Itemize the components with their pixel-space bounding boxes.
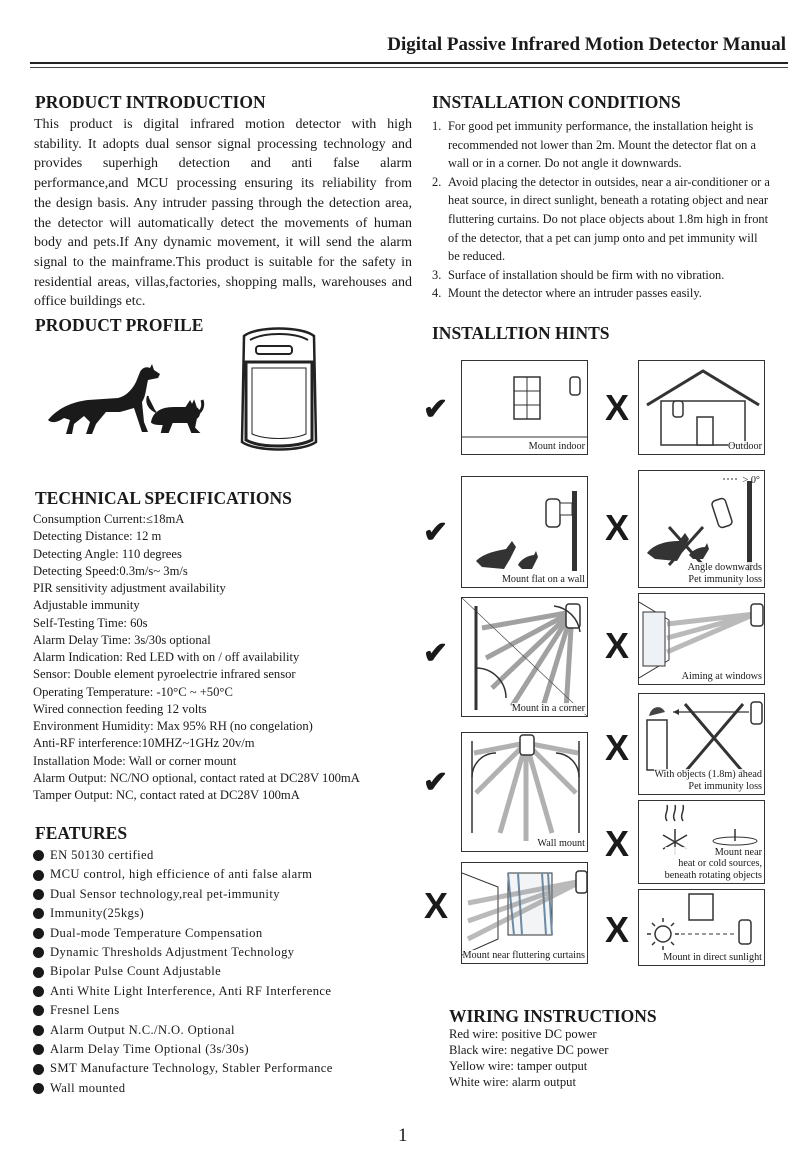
feature-item: Wall mounted xyxy=(33,1079,333,1098)
spec-item: Anti-RF interference:10MHZ~1GHz 20v/m xyxy=(33,736,255,751)
condition-item: 3. Surface of installation should be firm with no vibration. xyxy=(432,267,725,282)
bullet-icon xyxy=(33,1064,44,1075)
features-list xyxy=(33,846,333,1098)
feature-item: EN 50130 certified xyxy=(33,846,333,865)
spec-item: Alarm Indication: Red LED with on / off availability xyxy=(33,650,300,664)
page-number: 1 xyxy=(398,1125,408,1146)
specs-heading: TECHNICAL SPECIFICATIONS xyxy=(35,488,292,508)
conditions-list xyxy=(432,117,772,303)
hint-wall-mount xyxy=(461,732,588,852)
feature-item: Fresnel Lens xyxy=(33,1001,333,1020)
hint-outdoor xyxy=(638,360,765,455)
intro-line: stability. It adopts dual sensor signal processing technology and xyxy=(34,136,412,152)
cross-icon: X xyxy=(605,387,630,428)
features-heading: FEATURES xyxy=(35,823,128,843)
hint-objects-ahead xyxy=(638,693,765,795)
bullet-icon xyxy=(33,870,44,881)
intro-line: residential areas, villas,factories, shopping malls, warehouses and xyxy=(34,274,412,290)
spec-item: Detecting Angle: 110 degrees xyxy=(33,546,182,561)
hint-caption: Angle downwards Pet immunity loss xyxy=(687,562,762,585)
intro-line: the design basis. Any intruder passing through the detection area, xyxy=(34,195,412,211)
cross-icon: X xyxy=(605,727,630,768)
hint-mount-corner xyxy=(461,597,588,717)
feature-item: Alarm Delay Time Optional (3s/30s) xyxy=(33,1040,333,1059)
bullet-icon xyxy=(33,1083,44,1094)
spec-item: Alarm Delay Time: 3s/30s optional xyxy=(33,632,211,647)
hint-mount-flat-wall xyxy=(461,476,588,588)
cross-icon: X xyxy=(424,885,449,926)
hint-heat-cold-sources xyxy=(638,800,765,884)
hint-aiming-windows xyxy=(638,593,765,685)
cross-icon: X xyxy=(605,909,630,950)
wiring-item: Yellow wire: tamper output xyxy=(449,1058,588,1073)
spec-item: Sensor: Double element pyroelectrie infrared sensor xyxy=(33,667,296,682)
hints-heading: INSTALLTION HINTS xyxy=(432,323,610,343)
bullet-icon xyxy=(33,850,44,861)
detector-product-image xyxy=(236,322,322,456)
feature-item: SMT Manufacture Technology, Stabler Performance xyxy=(33,1059,333,1078)
check-icon: ✔ xyxy=(423,516,449,549)
bullet-icon xyxy=(33,928,44,939)
hint-caption: Mount indoor xyxy=(528,440,585,452)
intro-line: This product is digital infrared motion detector with high xyxy=(34,117,412,132)
hint-caption: Mount near heat or cold sources, beneath rotating objects xyxy=(664,846,762,881)
spec-item: Alarm Output: NC/NO optional, contact rated at DC28V 100mA xyxy=(33,770,360,785)
bullet-icon xyxy=(33,1044,44,1055)
wall-coverage-illustration xyxy=(462,733,588,852)
wiring-list xyxy=(449,1027,608,1091)
spec-item: Environment Humidity: Max 95% RH (no congelation) xyxy=(33,719,313,733)
document-title: Digital Passive Infrared Motion Detector Manual xyxy=(387,34,786,55)
feature-item: Dual Sensor technology,real pet-immunity xyxy=(33,885,333,904)
dog-and-cat-illustration xyxy=(44,362,209,440)
check-icon: ✔ xyxy=(423,637,449,670)
hint-caption: Wall mount xyxy=(537,837,585,849)
dog-silhouette xyxy=(48,364,160,434)
cross-icon: X xyxy=(605,625,630,666)
condition-item: 1. For good pet immunity performance, the installation height is recommended not lower than 2m. Mount the detector flat on a wall or in a corner. Do not angle it downwards. xyxy=(432,119,756,171)
condition-item: 4. Mount the detector where an intruder passes easily. xyxy=(432,286,702,301)
spec-item: Detecting Distance: 12 m xyxy=(33,529,162,544)
feature-item: Dynamic Thresholds Adjustment Technology xyxy=(33,943,333,962)
condition-item: 2. Avoid placing the detector in outsides, near a air-conditioner or a heat source, in direct sunlight, beneath a rotating object and near fluttering curtains. Do not place objects about 1.8m high in front of the detector, that a pet can jump onto and pet immunity will be reduced. xyxy=(432,174,770,264)
bullet-icon xyxy=(33,908,44,919)
hint-mount-indoor xyxy=(461,360,588,455)
hint-caption: Outdoor xyxy=(728,440,762,452)
spec-item: Consumption Current:≤18mA xyxy=(33,512,185,526)
cross-icon: X xyxy=(605,823,630,864)
wiring-item: Red wire: positive DC power xyxy=(449,1027,597,1041)
check-icon: ✔ xyxy=(423,766,449,799)
wiring-heading: WIRING INSTRUCTIONS xyxy=(449,1006,657,1026)
hint-caption: Mount in a corner xyxy=(511,702,585,714)
wiring-item: Black wire: negative DC power xyxy=(449,1042,609,1057)
intro-line: body and pets.If Any dynamic movement, it will send the alarm xyxy=(34,235,412,251)
spec-item: Self-Testing Time: 60s xyxy=(33,615,148,630)
hint-caption: Mount near fluttering curtains xyxy=(462,949,585,961)
specs-list xyxy=(33,511,360,804)
feature-item: Bipolar Pulse Count Adjustable xyxy=(33,962,333,981)
hint-angle-downwards xyxy=(638,470,765,588)
cat-silhouette xyxy=(147,396,199,432)
hint-caption: Mount in direct sunlight xyxy=(663,951,762,963)
bullet-icon xyxy=(33,1005,44,1016)
header-rule-thin xyxy=(30,67,788,68)
bullet-icon xyxy=(33,947,44,958)
wiring-item: White wire: alarm output xyxy=(449,1074,576,1089)
intro-line: the detector will automatically detect the movements of human xyxy=(34,215,412,231)
hint-caption: Mount flat on a wall xyxy=(501,573,585,585)
hint-direct-sunlight xyxy=(638,889,765,966)
bullet-icon xyxy=(33,986,44,997)
conditions-heading: INSTALLATION CONDITIONS xyxy=(432,92,681,112)
intro-line: office buildings etc. xyxy=(34,294,146,310)
intro-paragraph xyxy=(34,115,412,312)
wall-mount-illustration xyxy=(462,477,588,588)
cross-icon: X xyxy=(605,507,630,548)
hint-caption: Aiming at windows xyxy=(681,670,762,682)
spec-item: Adjustable immunity xyxy=(33,598,140,613)
bullet-icon xyxy=(33,889,44,900)
feature-item: Anti White Light Interference, Anti RF Interference xyxy=(33,982,333,1001)
spec-item: Operating Temperature: -10°C ~ +50°C xyxy=(33,684,233,699)
spec-item: Installation Mode: Wall or corner mount xyxy=(33,753,237,768)
hint-caption: With objects (1.8m) ahead Pet immunity loss xyxy=(654,769,762,792)
intro-line: signal to the mainframe.This product is suitable for the safety in xyxy=(34,254,412,270)
spec-item: Detecting Speed:0.3m/s~ 3m/s xyxy=(33,563,188,578)
header-rule xyxy=(30,62,788,64)
intro-heading: PRODUCT INTRODUCTION xyxy=(35,92,266,112)
spec-item: PIR sensitivity adjustment availability xyxy=(33,581,226,595)
intro-line: performance,and MCU processing ensuring its reliability from xyxy=(34,176,412,192)
feature-item: Dual-mode Temperature Compensation xyxy=(33,924,333,943)
spec-item: Tamper Output: NC, contact rated at DC28V 100mA xyxy=(33,788,300,802)
feature-item: MCU control, high efficience of anti false alarm xyxy=(33,865,333,884)
feature-item: Immunity(25kgs) xyxy=(33,904,333,923)
corner-mount-illustration xyxy=(462,598,588,717)
profile-heading: PRODUCT PROFILE xyxy=(35,315,204,335)
angle-label: > 0° xyxy=(742,475,760,486)
check-icon: ✔ xyxy=(423,393,449,426)
bullet-icon xyxy=(33,967,44,978)
spec-item: Wired connection feeding 12 volts xyxy=(33,701,207,716)
hint-fluttering-curtains xyxy=(461,862,588,964)
bullet-icon xyxy=(33,1025,44,1036)
intro-line: provides superhigh detection and anti false alarm xyxy=(34,156,412,172)
feature-item: Alarm Output N.C./N.O. Optional xyxy=(33,1021,333,1040)
